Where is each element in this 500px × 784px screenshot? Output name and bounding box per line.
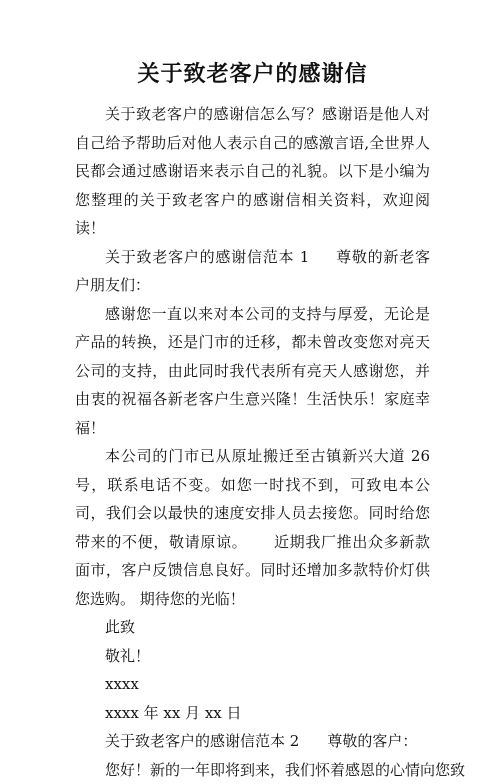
sample1-paragraph-2a: 本公司的门市已从原址搬迁至古镇新兴大道 26 号，联系电话不变。如您一时找不到，可致电本公司，我们会以最快的速度安排人员去接您。同时给您带来的不便，敬请原谅。 xyxy=(75,447,430,551)
sample2-heading-line xyxy=(75,727,430,756)
sample1-heading-paragraph xyxy=(75,243,430,300)
sample1-paragraph-2b: 近期我厂推出众多新款面市，客户反馈信息良好。同时还增加多款特价灯供您选购。 期待您的光临！ xyxy=(75,533,430,608)
date-line: xxxx 年 xx 月 xx 日 xyxy=(75,699,430,728)
sample2-paragraph-1: 您好！新的一年即将到来，我们怀着感恩的心情向您致 xyxy=(75,756,430,784)
sample1-salutation: 尊敬的新老客户朋友们： xyxy=(75,248,430,295)
sample1-heading: 关于致老客户的感谢信范本 1 xyxy=(105,248,309,266)
sample2-salutation: 尊敬的客户： xyxy=(327,732,417,750)
document-title: 关于致老客户的感谢信 xyxy=(75,58,430,90)
closing-line-1: 此致 xyxy=(75,613,430,642)
sample2-heading: 关于致老客户的感谢信范本 2 xyxy=(105,732,299,750)
signature-line: xxxx xyxy=(75,670,430,699)
intro-paragraph: 关于致老客户的感谢信怎么写？感谢语是他人对自己给予帮助后对他人表示自己的感激言语,全世界人民都会通过感谢语来表示自己的礼貌。以下是小编为您整理的关于致老客户的感谢信相关资料，欢迎阅读！ xyxy=(75,100,430,243)
sample1-paragraph-1: 感谢您一直以来对本公司的支持与厚爱，无论是产品的转换，还是门市的迁移，都未曾改变您对亮天公司的支持，由此同时我代表所有亮天人感谢您，并由衷的祝福各新老客户生意兴隆！生活快乐！家庭幸福！ xyxy=(75,300,430,443)
closing-line-2: 敬礼！ xyxy=(75,642,430,671)
sample1-paragraph-2 xyxy=(75,442,430,613)
